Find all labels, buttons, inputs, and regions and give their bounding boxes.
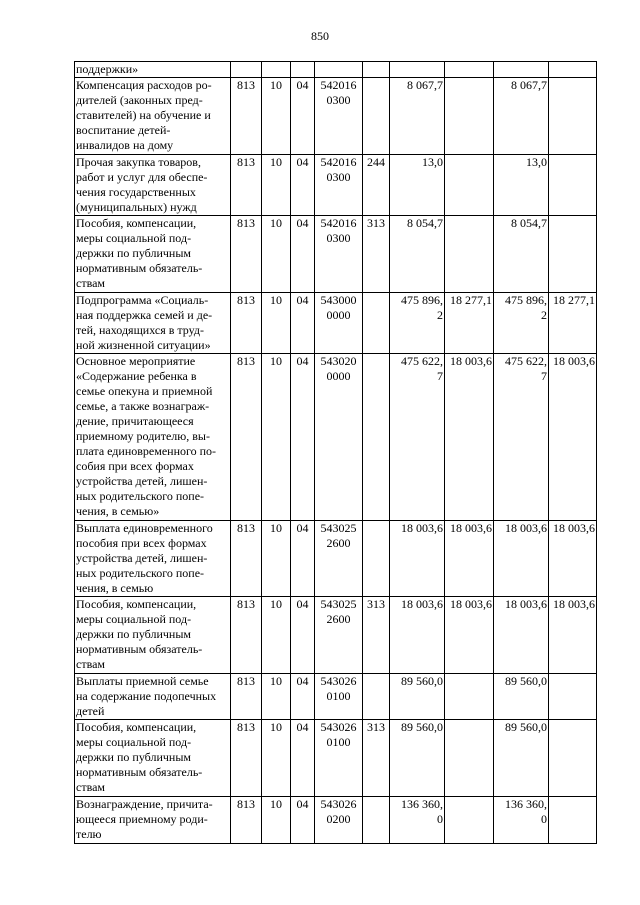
cell-admin-code: 813	[231, 720, 262, 797]
cell-name: Выплата единовременного пособия при всех формах устройства детей, лишен- ных родительского попе- чения, в семью	[75, 521, 231, 597]
cell-expense-type	[363, 78, 390, 155]
cell-amount-subvention-1: 18 277,1	[445, 293, 494, 354]
cell-amount-subvention-1	[445, 78, 494, 155]
cell-name: Подпрограмма «Социаль- ная поддержка семей и де- тей, находящихся в труд- ной жизненной ситуации»	[75, 293, 231, 354]
cell-target-article: 543026 0200	[315, 797, 363, 844]
cell-amount-total-1: 18 003,6	[390, 521, 445, 597]
cell-section: 10	[262, 521, 291, 597]
cell-subsection: 04	[291, 797, 315, 844]
cell-admin-code: 813	[231, 216, 262, 293]
cell-section: 10	[262, 674, 291, 720]
cell-expense-type	[363, 797, 390, 844]
cell-target-article: 542016 0300	[315, 78, 363, 155]
cell-target-article: 542016 0300	[315, 155, 363, 216]
cell-subsection: 04	[291, 293, 315, 354]
budget-table	[74, 61, 597, 844]
cell-section: 10	[262, 354, 291, 521]
cell-name: Прочая закупка товаров, работ и услуг для обеспе- чения государственных (муниципальных) нужд	[75, 155, 231, 216]
cell-amount-total-2	[494, 62, 549, 78]
table-row	[75, 354, 597, 521]
cell-admin-code: 813	[231, 155, 262, 216]
cell-amount-subvention-2: 18 277,1	[549, 293, 597, 354]
cell-expense-type: 313	[363, 720, 390, 797]
cell-amount-subvention-1	[445, 155, 494, 216]
cell-amount-subvention-1	[445, 674, 494, 720]
cell-amount-total-2: 475 896, 2	[494, 293, 549, 354]
cell-name: Вознаграждение, причита- ющееся приемному роди- телю	[75, 797, 231, 844]
cell-section: 10	[262, 597, 291, 674]
cell-amount-total-1: 13,0	[390, 155, 445, 216]
cell-name: Пособия, компенсации, меры социальной под- держки по публичным нормативным обязатель- ствам	[75, 720, 231, 797]
cell-amount-total-1: 8 054,7	[390, 216, 445, 293]
table-row	[75, 674, 597, 720]
cell-amount-subvention-2: 18 003,6	[549, 354, 597, 521]
table-row	[75, 155, 597, 216]
cell-expense-type	[363, 62, 390, 78]
cell-target-article: 543026 0100	[315, 720, 363, 797]
cell-subsection: 04	[291, 597, 315, 674]
cell-name: Пособия, компенсации, меры социальной под- держки по публичным нормативным обязатель- ствам	[75, 597, 231, 674]
cell-amount-total-2: 8 054,7	[494, 216, 549, 293]
cell-section: 10	[262, 720, 291, 797]
cell-target-article: 543020 0000	[315, 354, 363, 521]
cell-section: 10	[262, 78, 291, 155]
cell-admin-code: 813	[231, 797, 262, 844]
cell-amount-total-1: 18 003,6	[390, 597, 445, 674]
cell-expense-type	[363, 521, 390, 597]
cell-name: Пособия, компенсации, меры социальной под- держки по публичным нормативным обязатель- ствам	[75, 216, 231, 293]
cell-admin-code: 813	[231, 521, 262, 597]
cell-amount-subvention-2	[549, 797, 597, 844]
cell-amount-subvention-1: 18 003,6	[445, 354, 494, 521]
cell-admin-code: 813	[231, 354, 262, 521]
cell-section	[262, 62, 291, 78]
cell-amount-subvention-2	[549, 216, 597, 293]
cell-amount-total-1	[390, 62, 445, 78]
cell-amount-subvention-1	[445, 216, 494, 293]
cell-amount-total-1: 475 622, 7	[390, 354, 445, 521]
cell-amount-total-1: 136 360, 0	[390, 797, 445, 844]
table-row	[75, 521, 597, 597]
cell-name: Основное мероприятие «Содержание ребенка в семье опекуна и приемной семье, а также вознаграж- дение, причитающееся приемному родителю, вы- плата единовременного по- собия при всех формах устройства детей, лишен- ных родительского попе- чения, в семью»	[75, 354, 231, 521]
table-row	[75, 797, 597, 844]
table-row	[75, 720, 597, 797]
cell-subsection: 04	[291, 720, 315, 797]
cell-admin-code: 813	[231, 293, 262, 354]
cell-amount-subvention-1	[445, 62, 494, 78]
cell-amount-total-2: 89 560,0	[494, 720, 549, 797]
cell-amount-subvention-2: 18 003,6	[549, 597, 597, 674]
cell-name: Компенсация расходов ро- дителей (законных пред- ставителей) на обучение и воспитание детей- инвалидов на дому	[75, 78, 231, 155]
cell-target-article: 543025 2600	[315, 521, 363, 597]
cell-expense-type	[363, 354, 390, 521]
cell-section: 10	[262, 293, 291, 354]
cell-target-article: 542016 0300	[315, 216, 363, 293]
table-row	[75, 597, 597, 674]
table-row	[75, 293, 597, 354]
table-row	[75, 78, 597, 155]
cell-amount-total-1: 89 560,0	[390, 720, 445, 797]
page-number: 850	[311, 29, 329, 43]
cell-amount-subvention-2: 18 003,6	[549, 521, 597, 597]
cell-target-article: 543026 0100	[315, 674, 363, 720]
cell-amount-total-2: 89 560,0	[494, 674, 549, 720]
cell-name: поддержки»	[75, 62, 231, 78]
cell-name: Выплаты приемной семье на содержание подопечных детей	[75, 674, 231, 720]
cell-amount-total-2: 18 003,6	[494, 597, 549, 674]
cell-expense-type: 244	[363, 155, 390, 216]
cell-amount-subvention-2	[549, 78, 597, 155]
cell-expense-type	[363, 293, 390, 354]
cell-target-article: 543025 2600	[315, 597, 363, 674]
cell-section: 10	[262, 797, 291, 844]
cell-subsection: 04	[291, 216, 315, 293]
cell-amount-subvention-1	[445, 797, 494, 844]
cell-amount-total-2: 18 003,6	[494, 521, 549, 597]
table-row	[75, 216, 597, 293]
cell-subsection	[291, 62, 315, 78]
cell-amount-total-1: 89 560,0	[390, 674, 445, 720]
cell-expense-type: 313	[363, 216, 390, 293]
cell-admin-code: 813	[231, 78, 262, 155]
cell-subsection: 04	[291, 674, 315, 720]
cell-target-article: 543000 0000	[315, 293, 363, 354]
cell-amount-subvention-2	[549, 720, 597, 797]
cell-target-article	[315, 62, 363, 78]
cell-subsection: 04	[291, 354, 315, 521]
cell-expense-type	[363, 674, 390, 720]
cell-amount-total-1: 8 067,7	[390, 78, 445, 155]
cell-section: 10	[262, 155, 291, 216]
cell-amount-total-2: 475 622, 7	[494, 354, 549, 521]
table-body	[75, 62, 597, 844]
cell-amount-total-1: 475 896, 2	[390, 293, 445, 354]
cell-admin-code: 813	[231, 674, 262, 720]
cell-amount-subvention-1	[445, 720, 494, 797]
cell-amount-subvention-2	[549, 155, 597, 216]
cell-subsection: 04	[291, 78, 315, 155]
cell-amount-total-2: 136 360, 0	[494, 797, 549, 844]
cell-expense-type: 313	[363, 597, 390, 674]
cell-amount-subvention-2	[549, 674, 597, 720]
cell-admin-code	[231, 62, 262, 78]
cell-section: 10	[262, 216, 291, 293]
cell-subsection: 04	[291, 155, 315, 216]
cell-amount-subvention-2	[549, 62, 597, 78]
table-row	[75, 62, 597, 78]
cell-amount-subvention-1: 18 003,6	[445, 597, 494, 674]
cell-amount-total-2: 13,0	[494, 155, 549, 216]
cell-admin-code: 813	[231, 597, 262, 674]
cell-subsection: 04	[291, 521, 315, 597]
cell-amount-total-2: 8 067,7	[494, 78, 549, 155]
cell-amount-subvention-1: 18 003,6	[445, 521, 494, 597]
